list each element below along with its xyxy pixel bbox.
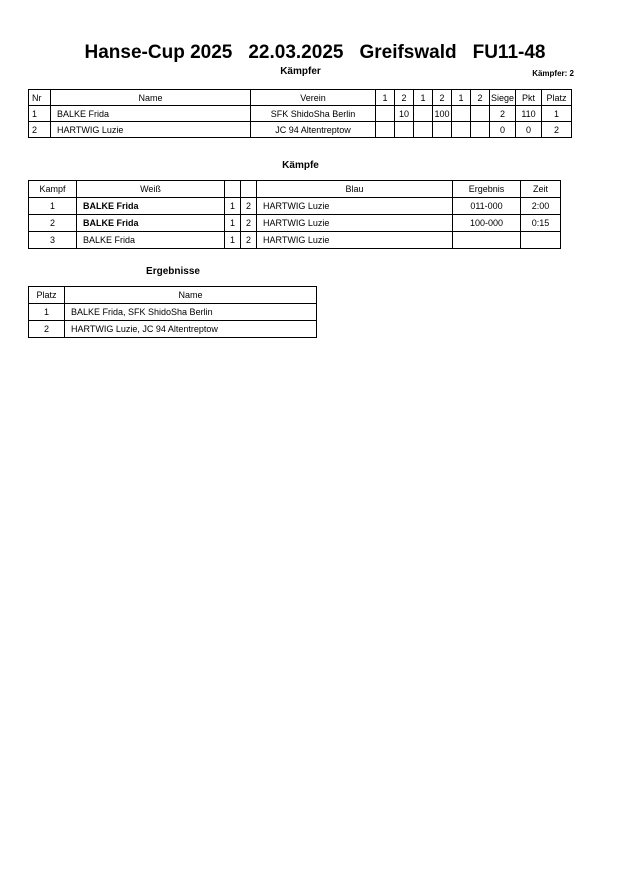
table-header-row <box>29 181 561 198</box>
column-header-platz: Platz <box>542 90 572 106</box>
cell-kampf: 1 <box>29 198 77 215</box>
cell-name: HARTWIG Luzie <box>51 122 251 138</box>
cell-siege: 0 <box>490 122 516 138</box>
column-header-verein: Verein <box>251 90 376 106</box>
kaempfer-table <box>28 89 572 138</box>
cell-name: BALKE Frida <box>51 106 251 122</box>
cell-zeit: 2:00 <box>521 198 561 215</box>
column-header-kampf: Kampf <box>29 181 77 198</box>
column-header-zeit: Zeit <box>521 181 561 198</box>
cell-p5 <box>452 122 471 138</box>
cell-n2: 2 <box>241 232 257 249</box>
column-header-p2: 2 <box>395 90 414 106</box>
table-row <box>29 321 317 338</box>
title-date: 22.03.2025 <box>248 42 344 63</box>
cell-weiss: BALKE Frida <box>77 198 225 215</box>
kaempfe-table <box>28 180 561 249</box>
column-header-weiss: Weiß <box>77 181 225 198</box>
cell-weiss: BALKE Frida <box>77 215 225 232</box>
cell-zeit <box>521 232 561 249</box>
title-category: FU11-48 <box>472 42 546 63</box>
cell-p6 <box>471 122 490 138</box>
cell-kampf: 3 <box>29 232 77 249</box>
cell-p1 <box>376 122 395 138</box>
cell-verein: JC 94 Altentreptow <box>251 122 376 138</box>
cell-nr: 1 <box>29 106 51 122</box>
cell-pkt: 110 <box>516 106 542 122</box>
cell-ergebnis <box>453 232 521 249</box>
cell-n1: 1 <box>225 215 241 232</box>
cell-n1: 1 <box>225 232 241 249</box>
title-event: Hanse-Cup 2025 <box>84 42 233 63</box>
column-header-p6: 2 <box>471 90 490 106</box>
kaempfer-section-caption: Kämpfer <box>280 66 321 77</box>
table-row <box>29 106 572 122</box>
kaempfe-section-caption: Kämpfe <box>282 160 319 171</box>
cell-blau: HARTWIG Luzie <box>257 232 453 249</box>
cell-siege: 2 <box>490 106 516 122</box>
column-header-p1: 1 <box>376 90 395 106</box>
cell-n2: 2 <box>241 198 257 215</box>
column-header-name: Name <box>65 287 317 304</box>
column-header-nr: Nr <box>29 90 51 106</box>
cell-name: BALKE Frida, SFK ShidoSha Berlin <box>65 304 317 321</box>
cell-p3 <box>414 122 433 138</box>
column-header-blau: Blau <box>257 181 453 198</box>
cell-platz: 1 <box>29 304 65 321</box>
kaempfer-count-label: Kämpfer: 2 <box>532 69 574 78</box>
table-row <box>29 215 561 232</box>
table-row <box>29 198 561 215</box>
cell-platz: 2 <box>29 321 65 338</box>
column-header-n1 <box>225 181 241 198</box>
column-header-siege: Siege <box>490 90 516 106</box>
cell-nr: 2 <box>29 122 51 138</box>
cell-p3 <box>414 106 433 122</box>
column-header-p4: 2 <box>433 90 452 106</box>
column-header-p5: 1 <box>452 90 471 106</box>
cell-p6 <box>471 106 490 122</box>
cell-blau: HARTWIG Luzie <box>257 215 453 232</box>
ergebnisse-table <box>28 286 317 338</box>
cell-ergebnis: 100-000 <box>453 215 521 232</box>
table-row <box>29 122 572 138</box>
cell-platz: 2 <box>542 122 572 138</box>
cell-platz: 1 <box>542 106 572 122</box>
cell-p4 <box>433 122 452 138</box>
column-header-platz: Platz <box>29 287 65 304</box>
cell-p5 <box>452 106 471 122</box>
cell-pkt: 0 <box>516 122 542 138</box>
column-header-n2 <box>241 181 257 198</box>
column-header-name: Name <box>51 90 251 106</box>
cell-verein: SFK ShidoSha Berlin <box>251 106 376 122</box>
cell-p2: 10 <box>395 106 414 122</box>
cell-kampf: 2 <box>29 215 77 232</box>
page-title <box>0 42 630 64</box>
cell-weiss: BALKE Frida <box>77 232 225 249</box>
cell-n1: 1 <box>225 198 241 215</box>
title-location: Greifswald <box>359 42 457 63</box>
cell-zeit: 0:15 <box>521 215 561 232</box>
cell-ergebnis: 011-000 <box>453 198 521 215</box>
cell-p1 <box>376 106 395 122</box>
cell-n2: 2 <box>241 215 257 232</box>
ergebnisse-section-caption: Ergebnisse <box>146 266 200 277</box>
cell-p4: 100 <box>433 106 452 122</box>
table-header-row <box>29 90 572 106</box>
table-row <box>29 304 317 321</box>
table-header-row <box>29 287 317 304</box>
cell-p2 <box>395 122 414 138</box>
column-header-ergebnis: Ergebnis <box>453 181 521 198</box>
column-header-p3: 1 <box>414 90 433 106</box>
table-row <box>29 232 561 249</box>
cell-name: HARTWIG Luzie, JC 94 Altentreptow <box>65 321 317 338</box>
column-header-pkt: Pkt <box>516 90 542 106</box>
cell-blau: HARTWIG Luzie <box>257 198 453 215</box>
